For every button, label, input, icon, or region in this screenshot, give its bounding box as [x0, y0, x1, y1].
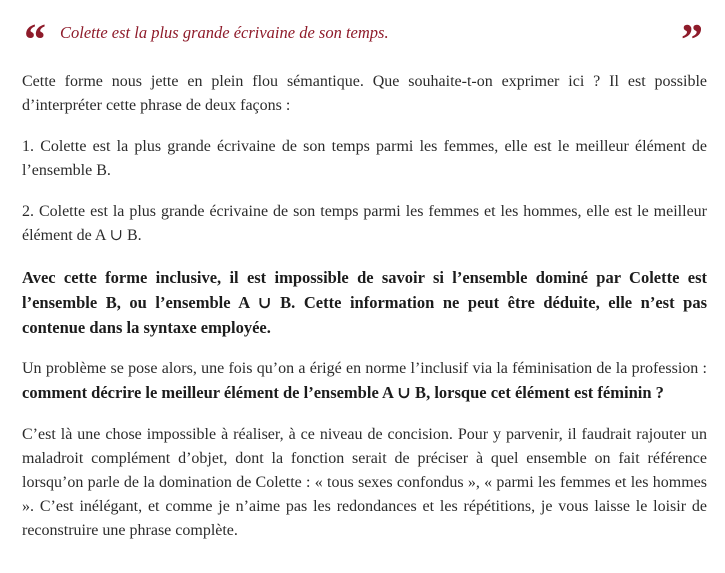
paragraph-intro: Cette forme nous jette en plein flou sémantique. Que souhaite-t-on exprimer ici ? Il est possible d’interpréter cette phrase de deux façons : — [22, 73, 707, 114]
paragraph-conclusion: C’est là une chose impossible à réaliser, à ce niveau de concision. Pour y parvenir, il faudrait rajouter un maladroit complément d’objet, dont la fonction serait de préciser à quel ensemble on fait référence lorsqu’on parle de la domination de Colette : « tous sexes confondus », « parmi les femmes et les hommes ». C’est inélégant, et comme je n’aime pas les redondances et les répétitions, je vous laisse le loisir de reconstruire une phrase complète. — [22, 426, 707, 539]
open-quote-icon: “ — [24, 15, 46, 64]
paragraph-emphasis: Avec cette forme inclusive, il est impossible de savoir si l’ensemble dominé par Colette est l’ensemble B, ou l’ensemble A ∪ B. Cette information ne peut être déduite, elle n’est pas contenue dans la syntaxe employée. — [22, 268, 707, 337]
paragraph-interpretation-1: 1. Colette est la plus grande écrivaine de son temps parmi les femmes, elle est le meilleur élément de l’ensemble B. — [22, 138, 707, 179]
paragraph-problem-question: comment décrire le meilleur élément de l’ensemble A ∪ B, lorsque cet élément est féminin ? — [22, 383, 664, 402]
paragraph-problem — [22, 357, 707, 406]
close-quote-icon: ” — [681, 15, 703, 64]
paragraph-interpretation-2: 2. Colette est la plus grande écrivaine de son temps parmi les femmes et les hommes, elle est le meilleur élément de A ∪ B. — [22, 203, 707, 244]
pull-quote-text: Colette est la plus grande écrivaine de son temps. — [60, 23, 389, 42]
pull-quote — [22, 0, 707, 62]
paragraph-problem-text: Un problème se pose alors, une fois qu’on a érigé en norme l’inclusif via la féminisation de la profession : — [22, 360, 707, 377]
